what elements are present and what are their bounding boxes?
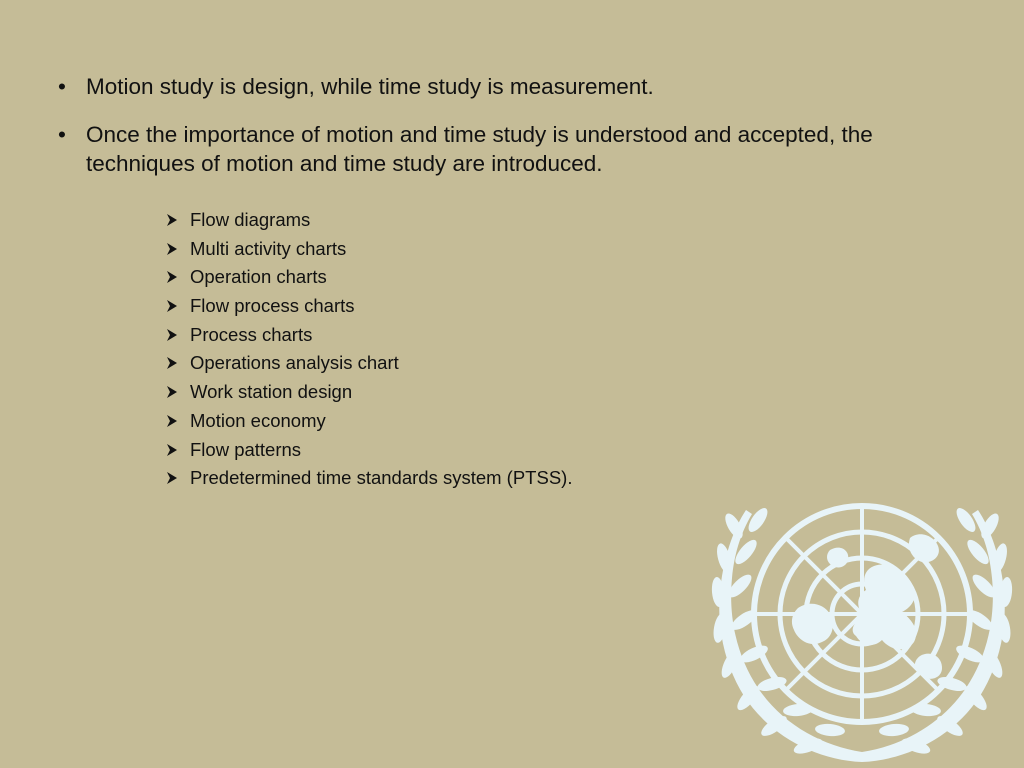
- technique-item: [166, 235, 572, 264]
- arrowhead-icon: [166, 214, 178, 226]
- main-bullet-list: [58, 72, 958, 197]
- arrowhead-icon: [166, 472, 178, 484]
- technique-item: [166, 292, 572, 321]
- arrowhead-icon: [166, 271, 178, 283]
- techniques-list: [166, 206, 572, 493]
- technique-item: [166, 436, 572, 465]
- technique-label: Predetermined time standards system (PTSS).: [190, 467, 573, 489]
- technique-label: Motion economy: [190, 409, 326, 431]
- technique-item: [166, 349, 572, 378]
- technique-item: [166, 464, 572, 493]
- arrowhead-icon: [166, 329, 178, 341]
- technique-item: [166, 321, 572, 350]
- technique-label: Operations analysis chart: [190, 352, 399, 374]
- arrowhead-icon: [166, 444, 178, 456]
- bullet-text: Once the importance of motion and time study is understood and accepted, the techniques of motion and time study are introduced.: [86, 122, 873, 176]
- arrowhead-icon: [166, 357, 178, 369]
- technique-label: Flow process charts: [190, 295, 355, 317]
- un-emblem-icon: [706, 480, 1018, 768]
- arrowhead-icon: [166, 243, 178, 255]
- technique-item: [166, 206, 572, 235]
- technique-label: Multi activity charts: [190, 237, 347, 259]
- technique-label: Operation charts: [190, 266, 327, 288]
- bullet-marker: •: [58, 122, 66, 147]
- arrowhead-icon: [166, 300, 178, 312]
- technique-item: [166, 378, 572, 407]
- arrowhead-icon: [166, 415, 178, 427]
- bullet-item: [58, 72, 958, 101]
- technique-label: Work station design: [190, 381, 353, 403]
- bullet-text: Motion study is design, while time study is measurement.: [86, 74, 654, 99]
- bullet-marker: •: [58, 74, 66, 99]
- technique-item: [166, 263, 572, 292]
- technique-label: Process charts: [190, 323, 313, 345]
- arrowhead-icon: [166, 386, 178, 398]
- technique-label: Flow patterns: [190, 438, 302, 460]
- bullet-item: [58, 120, 958, 178]
- technique-item: [166, 407, 572, 436]
- technique-label: Flow diagrams: [190, 209, 311, 230]
